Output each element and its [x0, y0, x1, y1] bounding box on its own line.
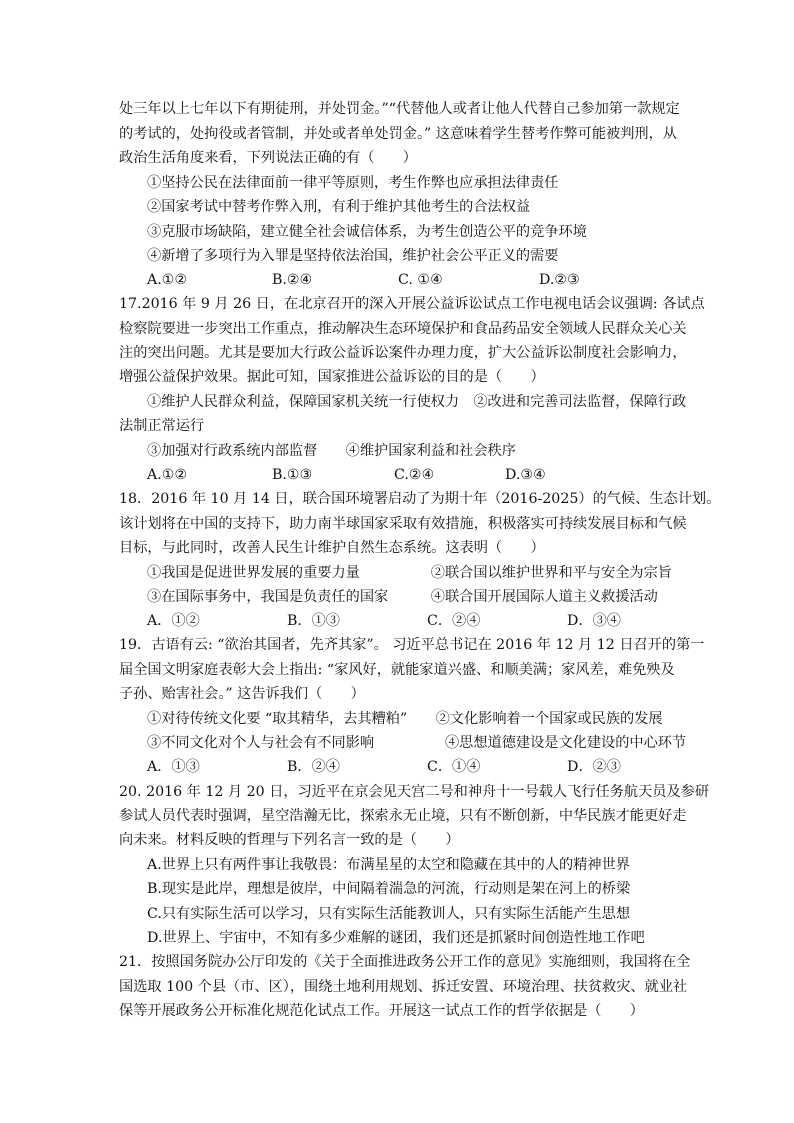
q19-option-d: D．②③ [567, 759, 621, 775]
q19-option-a: A．①③ [147, 759, 200, 775]
q19-item: ①对待传统文化要 “取其精华，去其糟粕” ②文化影响着一个国家或民族的发展 [147, 711, 663, 727]
q19-option-b: B．②④ [287, 759, 340, 775]
q16-stem-line: 处三年以上七年以下有期徒刑，并处罚金。”“代替他人或者让他人代替自己参加第一款规定 [119, 101, 680, 117]
q18-stem-line: 18．2016 年 10 月 14 日，联合国环境署启动了为期十年（2016-2025）的气候、生态计划。 [119, 491, 721, 507]
q19-stem-line: 届全国文明家庭表彰大会上指出: “家风好，就能家道兴盛、和顺美满；家风差，难免殃及 [119, 662, 675, 678]
q20-option-c: C.只有实际生活可以学习，只有实际生活能教训人，只有实际生活能产生思想 [147, 906, 631, 922]
q18-item: ③在国际事务中，我国是负责任的国家 ④联合国开展国际人道主义救援活动 [147, 589, 658, 605]
q21-stem-line: 保等开展政务公开标准化规范化试点工作。开展这一试点工作的哲学依据是（ ） [119, 1003, 644, 1019]
q17-stem-line: 17.2016 年 9 月 26 日，在北京召开的深入开展公益诉讼试点工作电视电话会议强调: 各试点 [119, 296, 705, 312]
q20-stem-line: 向未来。材料反映的哲理与下列名言一致的是（ ） [119, 832, 460, 848]
q19-option-c: C．①④ [427, 759, 481, 775]
q20-option-a: A.世界上只有两件事让我敬畏：布满星星的太空和隐藏在其中的人的精神世界 [147, 857, 630, 873]
q20-stem-line: 参试人员代表时强调，星空浩瀚无比，探索永无止境，只有不断创新，中华民族才能更好走 [119, 808, 687, 824]
q18-option-d: D．③④ [567, 613, 621, 629]
q17-stem-line: 增强公益保护效果。据此可知，国家推进公益诉讼的目的是（ ） [119, 369, 545, 385]
q17-option-d: D.③④ [505, 467, 546, 483]
q16-item: ②国家考试中替考作弊入刑，有利于维护其他考生的合法权益 [147, 199, 531, 215]
q18-stem-line: 该计划将在中国的支持下，助力南半球国家采取有效措施，积极落实可持续发展目标和气候 [119, 516, 687, 532]
q17-options [147, 464, 647, 486]
q17-item: 法制正常运行 [119, 418, 205, 434]
q16-option-c: C. ①④ [398, 272, 443, 288]
q20-option-b: B.现实是此岸，理想是彼岸，中间隔着湍急的河流，行动则是架在河上的桥梁 [147, 881, 631, 897]
q18-options [147, 610, 647, 632]
q19-stem-line: 子孙、贻害社会。” 这告诉我们（ ） [119, 686, 365, 702]
q16-option-a: A.①② [147, 272, 188, 288]
q16-stem-line: 的考试的，处拘役或者管制，并处或者单处罚金。” 这意味着学生替考作弊可能被判刑，从 [119, 126, 677, 142]
q19-stem-line: 19．古语有云: “欲治其国者，先齐其家”。 习近平总书记在 2016 年 12 月 12 日召开的第一 [119, 637, 705, 653]
q16-option-b: B.②④ [272, 272, 313, 288]
q18-item: ①我国是促进世界发展的重要力量 ②联合国以维护世界和平与安全为宗旨 [147, 565, 672, 581]
q20-option-d: D.世界上、宇宙中，不知有多少难解的谜团，我们还是抓紧时间创造性地工作吧 [147, 930, 645, 946]
q21-stem-line: 国选取 100 个县（市、区），围绕土地利用规划、拆迁安置、环境治理、扶贫救灾、就业社 [119, 979, 688, 995]
q16-item: ①坚持公民在法律面前一律平等原则，考生作弊也应承担法律责任 [147, 175, 559, 191]
q16-item: ④新增了多项行为入罪是坚持依法治国，维护社会公平正义的需要 [147, 248, 559, 264]
q18-option-c: C．②④ [427, 613, 481, 629]
q17-item: ③加强对行政系统内部监督 ④维护国家利益和社会秩序 [147, 443, 516, 459]
q16-stem-line: 政治生活角度来看，下列说法正确的有（ ） [119, 150, 417, 166]
q16-options [147, 269, 647, 291]
q17-stem-line: 注的突出问题。尤其是要加大行政公益诉讼案件办理力度，扩大公益诉讼制度社会影响力， [119, 345, 687, 361]
q19-options [147, 756, 647, 778]
q18-option-b: B．①③ [287, 613, 340, 629]
q21-stem-line: 21．按照国务院办公厅印发的《关于全面推进政务公开工作的意见》实施细则，我国将在全 [119, 954, 691, 970]
q17-option-b: B.①③ [272, 467, 313, 483]
q17-item: ①维护人民群众利益，保障国家机关统一行使权力 ②改进和完善司法监督，保障行政 [147, 394, 687, 410]
q18-stem-line: 目标，与此同时，改善人民生计维护自然生态系统。这表明（ ） [119, 540, 545, 556]
q17-option-c: C.②④ [394, 467, 435, 483]
q17-stem-line: 检察院要进一步突出工作重点，推动解决生态环境保护和食品药品安全领域人民群众关心关 [119, 321, 687, 337]
q20-stem-line: 20. 2016 年 12 月 20 日，习近平在京会见天宫二号和神舟十一号载人飞行任务航天员及参研 [119, 784, 710, 800]
q17-option-a: A.①② [147, 467, 188, 483]
q16-item: ③克服市场缺陷，建立健全社会诚信体系，为考生创造公平的竞争环境 [147, 224, 587, 240]
q18-option-a: A．①② [147, 613, 200, 629]
q16-option-d: D.②③ [539, 272, 580, 288]
q19-item: ③不同文化对个人与社会有不同影响 ④思想道德建设是文化建设的中心环节 [147, 735, 687, 751]
